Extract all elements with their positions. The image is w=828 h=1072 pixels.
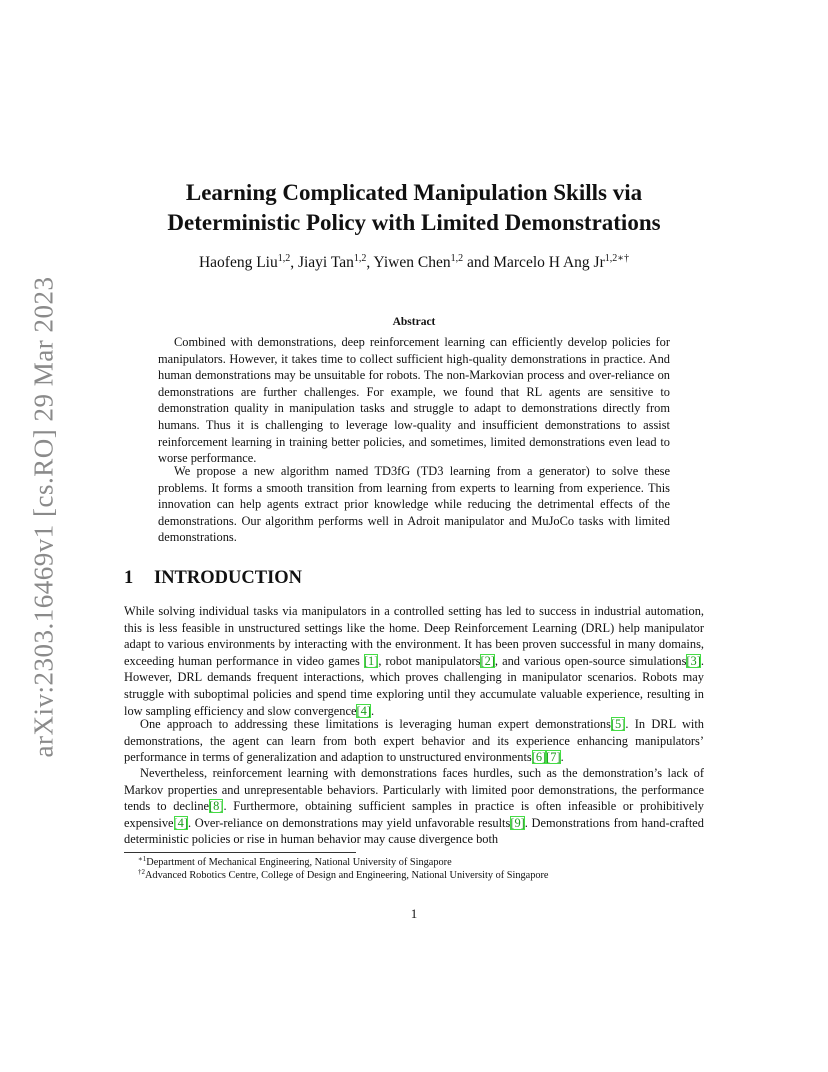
body-text: . Furthermore, obtaining sufficient samples in practice is often infeasible or prohibitively expensive	[124, 799, 704, 830]
abstract-paragraph-2: We propose a new algorithm named TD3fG (TD3 learning from a generator) to solve these problems. It forms a smooth transition from learning from experts to learning from experience. This innovation can help agents extract prior knowledge while reducing the detrimental effects of the demonstrations. Our algorithm performs well in Adroit manipulator and MuJoCo tasks with limited demonstrations.	[158, 464, 670, 545]
paper-title	[0, 178, 828, 238]
arxiv-identifier-text: arXiv:2303.16469v1 [cs.RO] 29 Mar 2023	[28, 276, 59, 758]
author-name: , Jiayi Tan	[290, 254, 354, 271]
author-name: Haofeng Liu	[198, 254, 278, 271]
body-text: , and various open-source simulations	[494, 653, 687, 668]
abstract-heading: Abstract	[392, 316, 436, 328]
citation-link[interactable]: [4]	[356, 703, 371, 718]
body-text: .	[370, 703, 375, 718]
body-text: Nevertheless, reinforcement learning with demonstrations faces hurdles, such as the demonstration’s lack of Markov properties and unrepresentable behaviors. Particularly with limited poor demonstrations, the performance tends to decline	[124, 766, 704, 814]
body-text: One approach to addressing these limitations is leveraging human expert demonstrations	[140, 717, 611, 731]
footnote-text: Department of Mechanical Engineering, National University of Singapore	[146, 857, 452, 868]
body-text: .	[560, 750, 564, 765]
intro-paragraph-3	[124, 765, 704, 848]
abstract-paragraph-1: Combined with demonstrations, deep reinforcement learning can efficiently develop policies for manipulators. However, it takes time to collect sufficient high-quality demonstrations in practice. And human demonstrations may be unsuitable for robots. The non-Markovian process and over-reliance on demonstrations are further challenges. For example, we found that RL agents are sensitive to demonstration quality in manipulation tasks and struggle to adapt to demonstrations directly from humans. Thus it is challenging to leverage low-quality and insufficient demonstrations to assist reinforcement learning in training better policies, and sometimes, limited demonstrations even lead to worse performance.	[158, 335, 670, 466]
citation-link[interactable]: [9]	[510, 815, 525, 830]
author-affiliation-mark: 1,2	[353, 253, 367, 264]
footnote-1	[138, 856, 452, 869]
author-affiliation-mark: 1,2	[450, 253, 464, 264]
footnote-mark: †2	[138, 868, 145, 876]
author-affiliation-mark: 1,2	[277, 253, 291, 264]
citation-link[interactable]: [3]	[686, 653, 701, 668]
arxiv-identifier-stamp	[24, 276, 64, 758]
section-title: INTRODUCTION	[154, 568, 303, 588]
body-text: While solving individual tasks via manipulators in a controlled setting has led to success in industrial automation, this is less feasible in unstructured settings like the home. Deep Reinforcement Learning (DRL) help manipulator adapt to various environments by interacting with the environment. It has been proven successful in many domains, exceeding human performance in video games	[124, 604, 704, 668]
citation-link[interactable]: [4]	[173, 815, 188, 830]
citation-link[interactable]: [6]	[531, 750, 547, 765]
paper-title-line-2: Deterministic Policy with Limited Demonstrations	[167, 210, 661, 235]
author-name: , Yiwen Chen	[366, 254, 451, 271]
footnote-divider	[124, 852, 356, 853]
page-number: 1	[410, 906, 418, 921]
citation-link[interactable]: [2]	[480, 653, 495, 668]
intro-paragraph-2	[124, 716, 704, 766]
footnote-mark: ∗1	[138, 855, 147, 863]
section-heading	[124, 568, 302, 589]
body-text: . Over-reliance on demonstrations may yield unfavorable results	[188, 815, 511, 830]
author-affiliation-mark: 1,2∗†	[604, 253, 630, 264]
body-text: . Demonstrations from hand-crafted deterministic policies or rise in human behavior may cause divergence both	[124, 815, 704, 847]
author-name: and Marcelo H Ang Jr	[463, 254, 605, 271]
footnote-2	[138, 869, 548, 882]
paper-title-line-1: Learning Complicated Manipulation Skills via	[185, 180, 643, 205]
body-text: , robot manipulators	[378, 653, 481, 668]
citation-link[interactable]: [5]	[610, 717, 626, 731]
body-text: . However, DRL demands frequent interactions, which proves challenging in manipulator scenarios. Robots may struggle with suboptimal policies and spend time exploring until they accumulate valuable experience, resulting in low sampling efficiency and slow convergence	[124, 653, 704, 718]
citation-link[interactable]: [8]	[209, 799, 224, 814]
body-text: . In DRL with demonstrations, the agent can learn from both expert behavior and its experience enhancing manipulators’ performance in terms of generalization and adaption to unstructured environments	[124, 717, 704, 765]
intro-paragraph-1	[124, 603, 704, 719]
citation-link[interactable]: [7]	[546, 750, 561, 765]
author-list	[0, 253, 828, 273]
citation-link[interactable]: [1]	[363, 653, 379, 668]
footnote-text: Advanced Robotics Centre, College of Design and Engineering, National University of Singapore	[145, 870, 549, 881]
section-number: 1	[124, 568, 134, 588]
